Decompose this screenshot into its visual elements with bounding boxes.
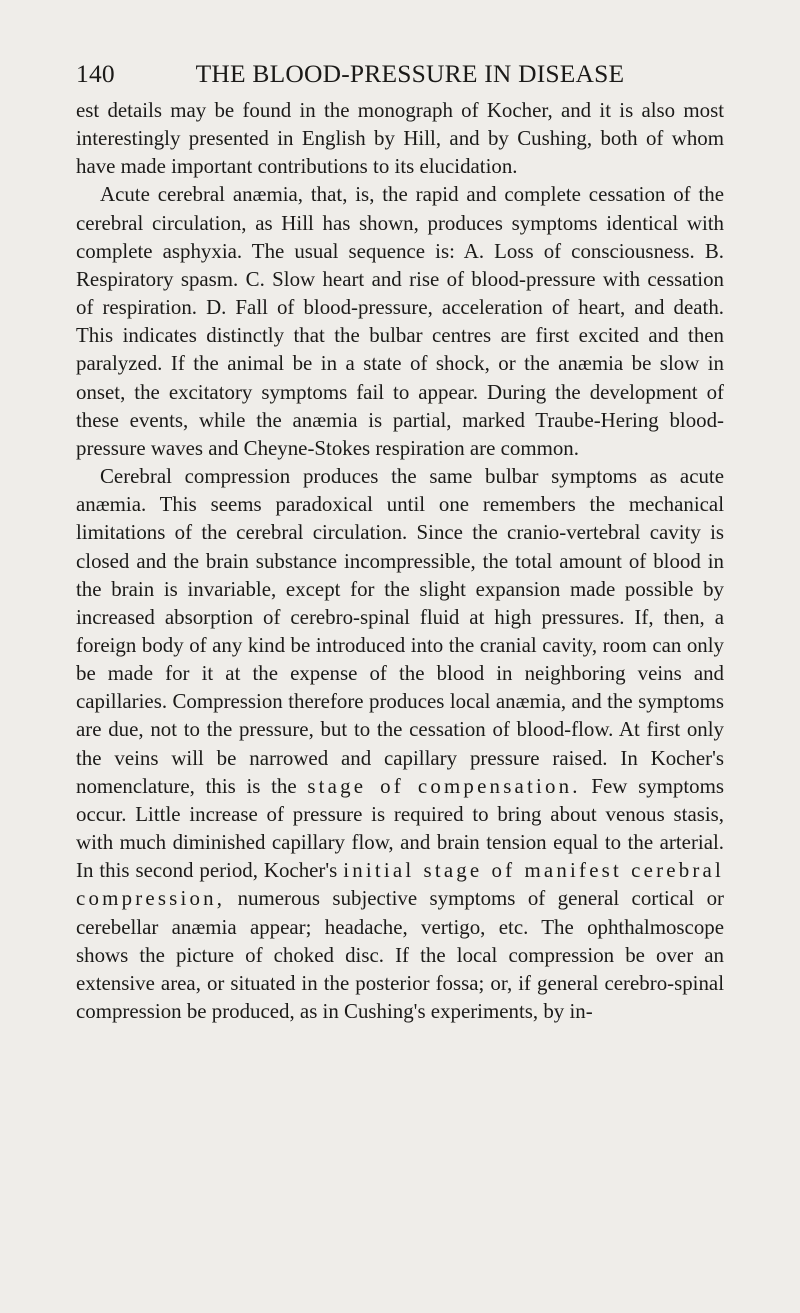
paragraph bbox=[76, 462, 724, 1025]
running-title: THE BLOOD-PRESSURE IN DISEASE bbox=[195, 59, 625, 88]
book-page bbox=[76, 52, 724, 1025]
text-run: Few symptoms occur. Little increase of pressure is required to bring about venous stasis, with much diminished capillary flow, and brain tension equal to the arterial. In this second period, Kocher's bbox=[76, 773, 724, 883]
text-run: Cerebral compression produces the same bulbar symptoms as acute anæmia. This seems paradoxical until one remembers the mechanical limitations of the cerebral circulation. Since the cranio-vertebral cavity is closed and the brain substance incompressible, the total amount of blood in the brain is invariable, except for the slight expansion made possible by increased absorption of cerebro-spinal fluid at high pressures. If, then, a foreign body of any kind be introduced into the cranial cavity, room can only be made for it at the expense of the blood in neighboring veins and capillaries. Compression therefore produces local anæmia, and the symptoms are due, not to the pressure, but to the cessation of blood-flow. At first only the veins will be narrowed and capillary pressure raised. In Kocher's nomenclature, this is the bbox=[76, 464, 724, 798]
running-head bbox=[76, 52, 724, 96]
text-run: numerous subjective symptoms of general cortical or cerebellar anæmia appear; headache, vertigo, etc. The ophthalmoscope shows the picture of choked disc. If the local compression be over an extensive area, or situated in the posterior fossa; or, if general cerebro-spinal compression be produced, as in Cushing's experiments, by in- bbox=[76, 886, 724, 1023]
paragraph bbox=[76, 180, 724, 462]
emphasized-term: stage of compensation. bbox=[307, 773, 581, 798]
body-text bbox=[76, 96, 724, 1025]
text-run: Acute cerebral anæmia, that, is, the rapid and complete cessation of the cerebral circulation, as Hill has shown, produces symptoms identical with complete asphyxia. The usual sequence is: A. Loss of consciousness. B. Respiratory spasm. C. Slow heart and rise of blood-pressure with cessation of respiration. D. Fall of blood-pressure, acceleration of heart, and death. This indicates distinctly that the bulbar centres are first excited and then paralyzed. If the animal be in a state of shock, or the anæmia be slow in onset, the excitatory symptoms fail to appear. During the development of these events, while the anæmia is partial, marked Traube-Hering blood-pressure waves and Cheyne-Stokes respiration are common. bbox=[76, 182, 724, 460]
text-run: est details may be found in the monograph of Kocher, and it is also most interestingly presented in English by Hill, and by Cushing, both of whom have made important contributions to its elucidation. bbox=[76, 98, 724, 179]
page-number: 140 bbox=[76, 59, 115, 88]
emphasized-term: initial stage of manifest cerebral compression, bbox=[76, 858, 724, 911]
paragraph bbox=[76, 96, 724, 180]
